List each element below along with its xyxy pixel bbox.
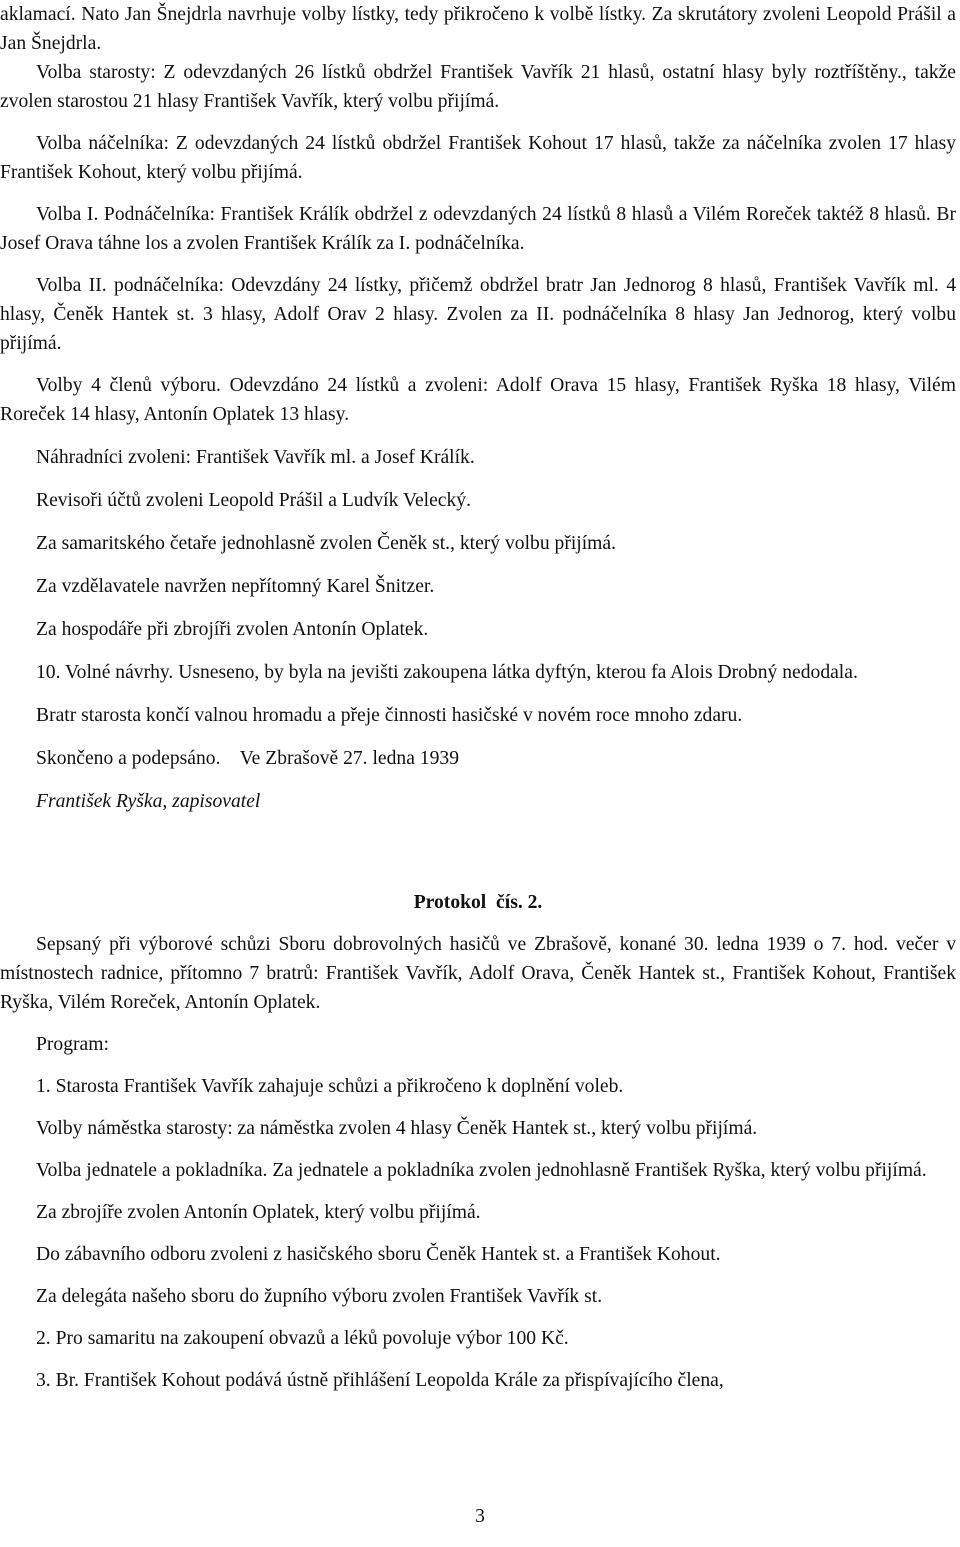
- signature-line: František Ryška, zapisovatel: [36, 791, 261, 812]
- paragraph-first-podnacelnik-election: Volba I. Podnáčelníka: František Králík obdržel z odevzdaných 24 lístků 8 hlasů a Vilém Roreček taktéž 8 hlasů. Br Josef Orava táhne los a zvolen František Králík za I. podnáčelníka.: [0, 204, 956, 254]
- paragraph-nacelnik-election: Volba náčelníka: Z odevzdaných 24 lístků obdržel František Kohout 17 hlasů, takže za náčelníka zvolen 17 hlasy František Kohout, který volbu přijímá.: [0, 133, 956, 183]
- paragraph-free-proposals: 10. Volné návrhy. Usneseno, by byla na jevišti zakoupena látka dyftýn, kterou fa Alois Drobný nedodala.: [36, 662, 858, 683]
- paragraph-protocol-intro: Sepsaný při výborové schůzi Sboru dobrovolných hasičů ve Zbrašově, konané 30. ledna 1939 o 7. hod. večer v místnostech radnice, přítomno 7 bratrů: František Vavřík, Adolf Orava, Čeněk Hantek st., František Kohout, František Ryška, Vilém Roreček, Antonín Oplatek.: [0, 934, 956, 1013]
- paragraph-signed-date: Skončeno a podepsáno. Ve Zbrašově 27. ledna 1939: [36, 748, 459, 769]
- protocol-heading: Protokol čís. 2.: [413, 892, 543, 913]
- paragraph-deputy-election: Volby náměstka starosty: za náměstka zvolen 4 hlasy Čeněk Hantek st., který volbu přijímá.: [36, 1118, 758, 1139]
- paragraph-entertainment-committee: Do zábavního odboru zvoleni z hasičského sboru Čeněk Hantek st. a František Kohout.: [36, 1244, 721, 1265]
- paragraph-program-label: Program:: [36, 1034, 109, 1055]
- paragraph-program-item-1: 1. Starosta František Vavřík zahajuje schůzi a přikročeno k doplnění voleb.: [36, 1076, 624, 1097]
- paragraph-starosta-election: Volba starosty: Z odevzdaných 26 lístků obdržel František Vavřík 21 hlasů, ostatní hlasy byly roztříštěny., takže zvolen starostou 21 hlasy František Vavřík, který volbu přijímá.: [0, 62, 956, 112]
- paragraph-continuation: aklamací. Nato Jan Šnejdrla navrhuje volby lístky, tedy přikročeno k volbě lístky. Za skrutátory zvoleni Leopold Prášil a Jan Šnejdrla.: [0, 4, 956, 54]
- paragraph-auditors: Revisoři účtů zvoleni Leopold Prášil a Ludvík Velecký.: [36, 490, 471, 511]
- paragraph-secretary-treasurer: Volba jednatele a pokladníka. Za jednatele a pokladníka zvolen jednohlasně František Ryška, který volbu přijímá.: [36, 1160, 927, 1181]
- paragraph-program-item-2: 2. Pro samaritu na zakoupení obvazů a léků povoluje výbor 100 Kč.: [36, 1328, 569, 1349]
- paragraph-delegate: Za delegáta našeho sboru do župního výboru zvolen František Vavřík st.: [36, 1286, 603, 1307]
- paragraph-second-podnacelnik-election: Volba II. podnáčelníka: Odevzdány 24 lístky, přičemž obdržel bratr Jan Jednorog 8 hlasů, František Vavřík ml. 4 hlasy, Čeněk Hantek st. 3 hlasy, Adolf Orav 2 hlasy. Zvolen za II. podnáčelníka 8 hlasy Jan Jednorog, který volbu přijímá.: [0, 275, 956, 354]
- paragraph-quartermaster: Za hospodáře při zbrojíři zvolen Antonín Oplatek.: [36, 619, 429, 640]
- page-number: 3: [475, 1506, 485, 1527]
- paragraph-closing-address: Bratr starosta končí valnou hromadu a přeje činnosti hasičské v novém roce mnoho zdaru.: [36, 705, 743, 726]
- paragraph-committee-election: Volby 4 členů výboru. Odevzdáno 24 lístků a zvoleni: Adolf Orava 15 hlasy, František Ryška 18 hlasy, Vilém Roreček 14 hlasy, Antonín Oplatek 13 hlasy.: [0, 375, 956, 425]
- paragraph-educator: Za vzdělavatele navržen nepřítomný Karel Šnitzer.: [36, 576, 435, 597]
- paragraph-program-item-3: 3. Br. František Kohout podává ústně přihlášení Leopolda Krále za přispívajícího člena,: [36, 1370, 724, 1391]
- paragraph-substitutes: Náhradníci zvoleni: František Vavřík ml. a Josef Králík.: [36, 447, 475, 468]
- paragraph-armorer: Za zbrojíře zvolen Antonín Oplatek, který volbu přijímá.: [36, 1202, 481, 1223]
- paragraph-samaritan: Za samaritského četaře jednohlasně zvolen Čeněk st., který volbu přijímá.: [36, 533, 617, 554]
